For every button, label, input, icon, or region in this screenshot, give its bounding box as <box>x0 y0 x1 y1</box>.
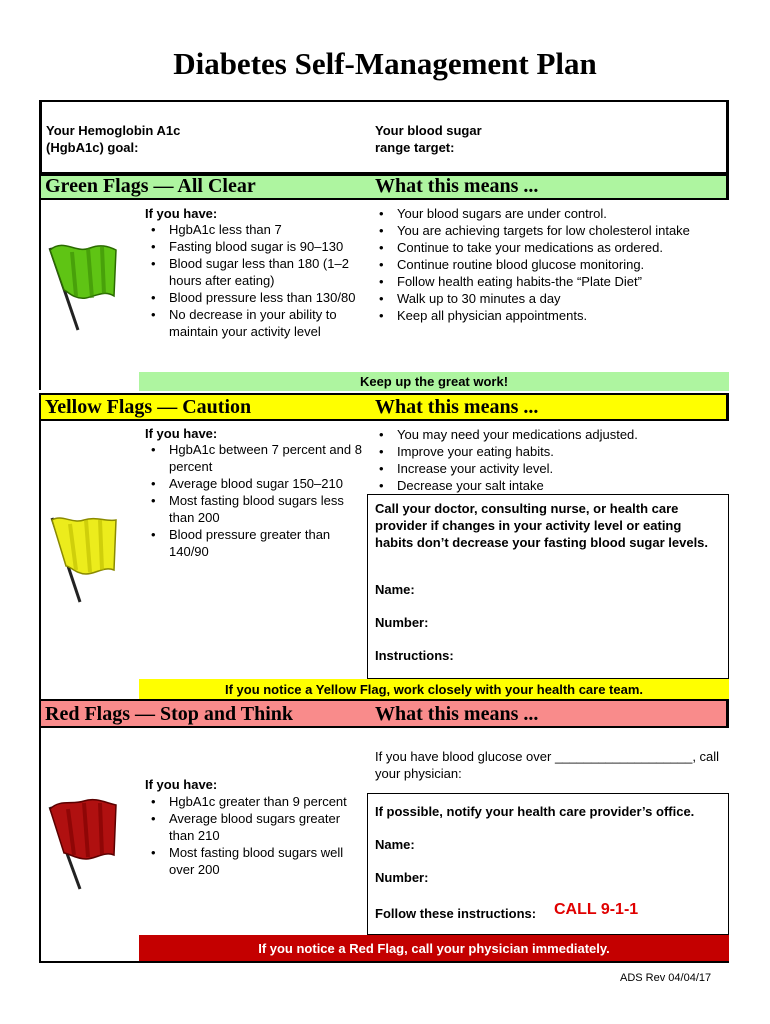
red-follow-label: Follow these instructions: <box>375 906 537 921</box>
red-means-title: What this means ... <box>375 703 539 725</box>
a1c-goal-label: Your Hemoglobin A1c (HgbA1c) goal: <box>46 123 181 155</box>
list-item: • Continue to take your medications as ordered. <box>373 239 733 256</box>
yellow-number-label: Number: <box>375 615 429 630</box>
list-item: • HgbA1c greater than 9 percent <box>145 793 367 810</box>
blood-sugar-target-label: Your blood sugar range target: <box>375 123 482 155</box>
red-name-label: Name: <box>375 837 415 852</box>
list-item: • Your blood sugars are under control. <box>373 205 733 222</box>
list-item: • Continue routine blood glucose monitoring. <box>373 256 733 273</box>
yellow-means-title: What this means ... <box>375 396 539 418</box>
list-item: • Decrease your salt intake <box>373 477 733 494</box>
red-if-you-have: If you have: <box>145 777 218 792</box>
red-glucose-line: If you have blood glucose over ___________________, call your physician: <box>375 749 720 781</box>
list-item: • Improve your eating habits. <box>373 443 733 460</box>
red-criteria-list <box>145 793 367 878</box>
red-notify-text: If possible, notify your health care provider’s office. <box>375 804 695 819</box>
red-number-label: Number: <box>375 870 429 885</box>
green-criteria-list <box>145 221 367 340</box>
yellow-banner: If you notice a Yellow Flag, work closely with your health care team. <box>139 679 729 699</box>
green-means-title: What this means ... <box>375 175 539 197</box>
revision-footer: ADS Rev 04/04/17 <box>620 972 712 984</box>
list-item: • Average blood sugars greater than 210 <box>145 810 367 844</box>
green-means-list <box>373 205 733 324</box>
yellow-criteria-list <box>145 441 367 560</box>
yellow-flag-icon <box>42 510 122 606</box>
red-flag-icon <box>42 793 122 893</box>
list-item: • Average blood sugar 150–210 <box>145 475 367 492</box>
green-if-you-have: If you have: <box>145 206 218 221</box>
list-item: • Walk up to 30 minutes a day <box>373 290 733 307</box>
list-item: • Increase your activity level. <box>373 460 733 477</box>
green-banner: Keep up the great work! <box>139 372 729 391</box>
yellow-instructions-label: Instructions: <box>375 648 454 663</box>
red-header-title: Red Flags — Stop and Think <box>45 703 294 725</box>
green-flag-icon <box>42 238 122 334</box>
list-item: • HgbA1c less than 7 <box>145 221 367 238</box>
list-item: • Fasting blood sugar is 90–130 <box>145 238 367 255</box>
page-title: Diabetes Self-Management Plan <box>173 46 597 81</box>
yellow-call-text: Call your doctor, consulting nurse, or health care provider if changes in your activity level or eating habits don’t decrease your fasting blood sugar levels. <box>375 501 709 550</box>
list-item: • Most fasting blood sugars less than 200 <box>145 492 367 526</box>
list-item: • You may need your medications adjusted. <box>373 426 733 443</box>
list-item: • HgbA1c between 7 percent and 8 percent <box>145 441 367 475</box>
green-header-title: Green Flags — All Clear <box>45 175 256 197</box>
list-item: • Keep all physician appointments. <box>373 307 733 324</box>
yellow-name-label: Name: <box>375 582 415 597</box>
list-item: • Blood pressure greater than 140/90 <box>145 526 367 560</box>
list-item: • Most fasting blood sugars well over 200 <box>145 844 367 878</box>
yellow-means-list <box>373 426 733 494</box>
yellow-if-you-have: If you have: <box>145 426 218 441</box>
red-call-911: CALL 9-1-1 <box>554 901 639 918</box>
yellow-header-title: Yellow Flags — Caution <box>45 396 252 418</box>
red-banner: If you notice a Red Flag, call your physician immediately. <box>139 935 729 961</box>
list-item: • Blood pressure less than 130/80 <box>145 289 367 306</box>
list-item: • Follow health eating habits-the “Plate Diet” <box>373 273 733 290</box>
list-item: • Blood sugar less than 180 (1–2 hours after eating) <box>145 255 367 289</box>
list-item: • No decrease in your ability to maintain your activity level <box>145 306 367 340</box>
list-item: • You are achieving targets for low cholesterol intake <box>373 222 733 239</box>
